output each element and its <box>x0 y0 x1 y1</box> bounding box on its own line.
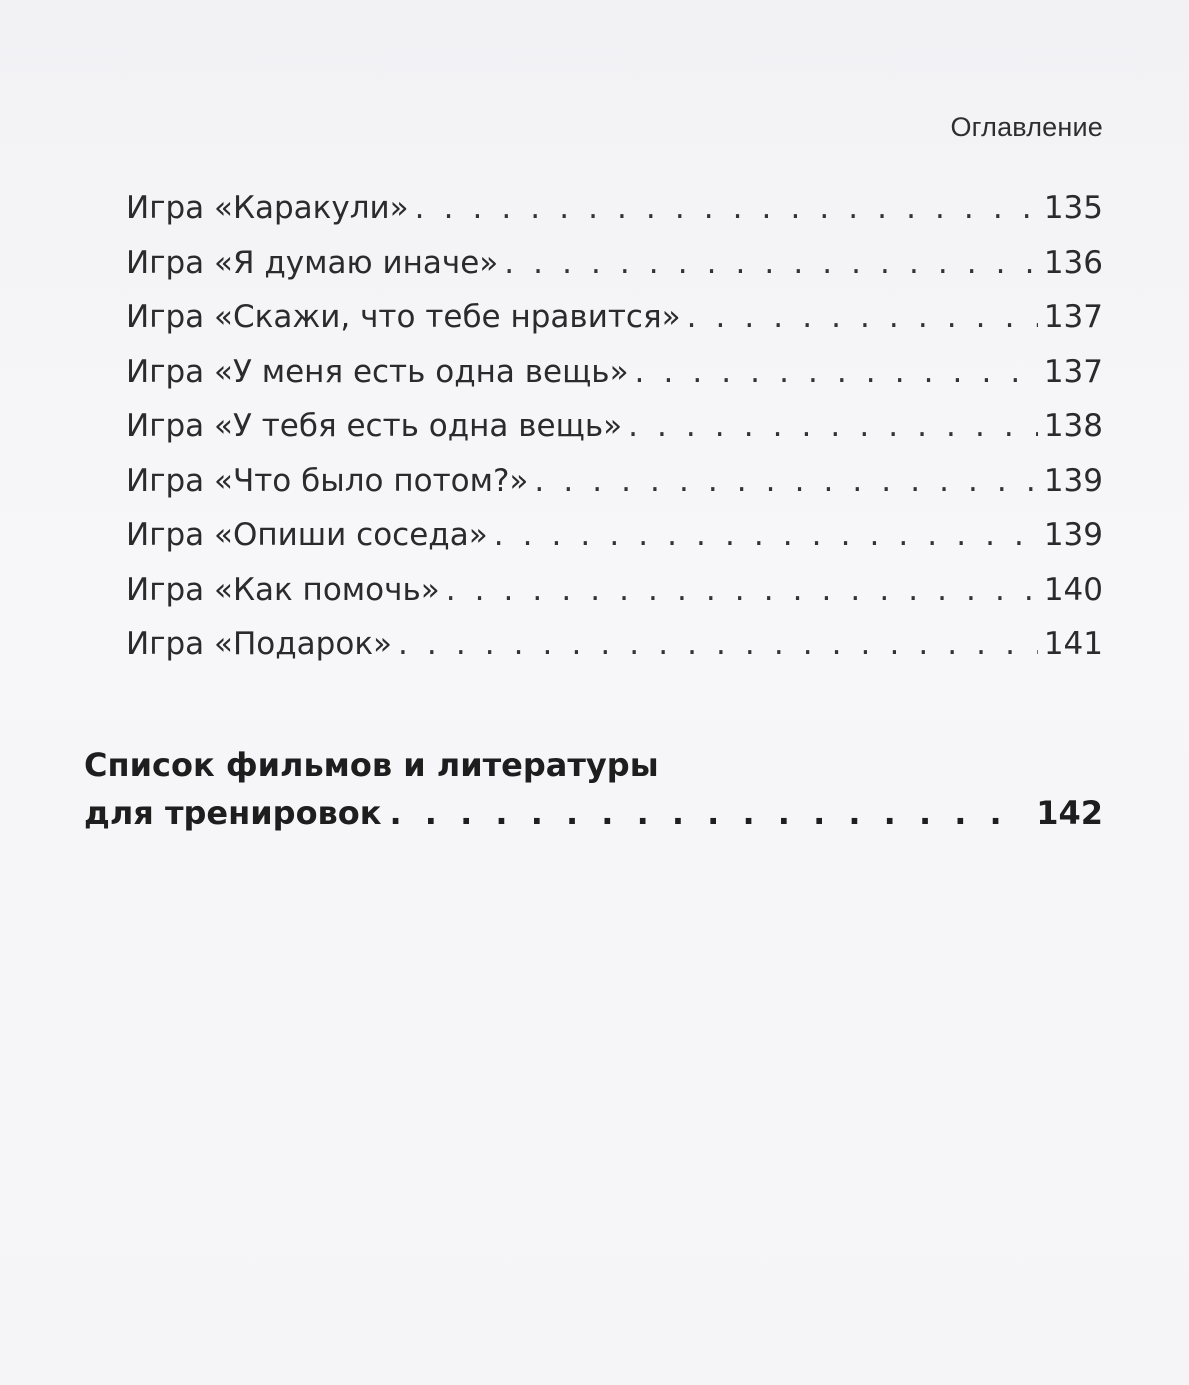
toc-entry <box>126 463 1103 518</box>
toc-entry-page: 135 <box>1043 190 1103 226</box>
toc-section-page: 142 <box>1036 794 1103 832</box>
running-head: Оглавление <box>950 112 1103 142</box>
toc-entry-title: Игра «Опиши соседа» <box>126 517 488 553</box>
toc-section-title-line2: для тренировок <box>84 794 382 832</box>
toc-entry <box>126 190 1103 245</box>
toc-entry-page: 138 <box>1043 408 1103 444</box>
toc-entry-page: 139 <box>1043 462 1103 499</box>
toc-section-line2 <box>84 794 1103 852</box>
toc-entry-page: 137 <box>1043 299 1103 335</box>
dot-leader <box>504 245 1038 281</box>
toc-entry <box>126 572 1103 627</box>
toc-entry-page: 139 <box>1043 517 1103 553</box>
toc-entry-page: 137 <box>1043 353 1103 390</box>
dot-leader <box>390 794 1029 832</box>
toc-entry-title: Игра «Каракули» <box>126 190 409 226</box>
toc-entry-title: Игра «Я думаю иначе» <box>126 244 499 281</box>
toc-entry-title: Игра «У меня есть одна вещь» <box>126 353 629 390</box>
toc-entry-title: Игра «Подарок» <box>126 626 393 662</box>
dot-leader <box>398 626 1038 662</box>
toc-entry <box>126 626 1103 681</box>
dot-leader <box>494 517 1038 553</box>
table-of-contents <box>126 190 1103 681</box>
dot-leader <box>534 463 1037 499</box>
toc-entry <box>126 245 1103 300</box>
toc-entry-page: 140 <box>1043 571 1103 608</box>
dot-leader <box>687 299 1038 335</box>
toc-entry-page: 136 <box>1043 244 1103 281</box>
dot-leader <box>628 408 1038 444</box>
toc-entry <box>126 408 1103 463</box>
toc-entry-title: Игра «Что было потом?» <box>126 462 529 499</box>
dot-leader <box>635 354 1038 390</box>
dot-leader <box>415 190 1038 226</box>
toc-entry <box>126 354 1103 409</box>
toc-entry-title: Игра «Как помочь» <box>126 571 440 608</box>
toc-entry-page: 141 <box>1043 626 1103 662</box>
toc-entry <box>126 517 1103 572</box>
toc-section-title-line1: Список фильмов и литературы <box>84 746 659 784</box>
toc-entry-title: Игра «Скажи, что тебе нравится» <box>126 299 681 335</box>
toc-section-entry <box>84 736 1103 852</box>
dot-leader <box>446 572 1038 608</box>
toc-entry <box>126 299 1103 354</box>
toc-entry-title: Игра «У тебя есть одна вещь» <box>126 408 623 444</box>
